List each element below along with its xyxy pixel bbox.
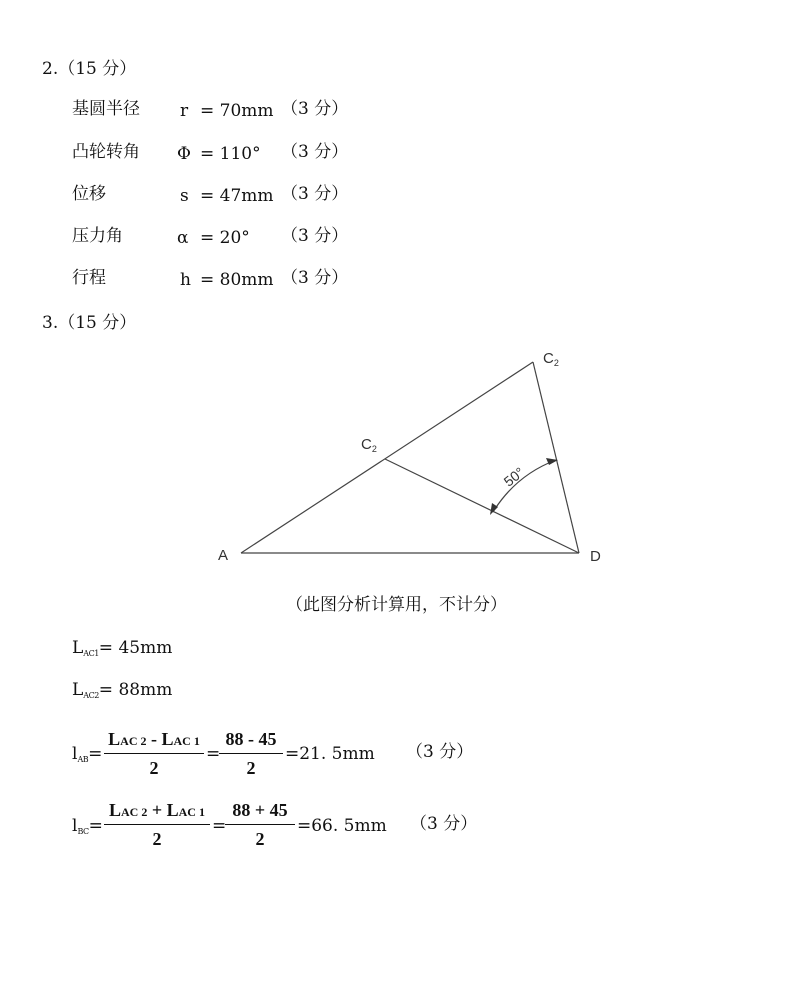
lbc-numerator-numeric: 88 + 45: [232, 800, 288, 820]
lbc-numerator: LAC 2 + LAC 1: [109, 800, 205, 820]
lac2-symbol: L: [72, 680, 84, 700]
angle-label: 50°: [500, 463, 528, 490]
lac2-subscript: AC2: [83, 691, 99, 700]
q2-row-name: 压力角: [72, 226, 123, 246]
q2-row-value: = 47mm: [200, 186, 274, 206]
fraction-bar: [104, 753, 204, 754]
q2-row-symbol: α: [177, 228, 189, 248]
lbc-fraction-symbolic: [104, 800, 210, 850]
q2-row-value: = 80mm: [200, 270, 274, 290]
lbc-equals: =: [212, 816, 227, 836]
angle-arc: [493, 460, 556, 512]
lab-fraction-numeric: [219, 729, 283, 779]
q2-row-name: 凸轮转角: [72, 142, 140, 162]
lab-denominator-numeric: 2: [246, 758, 256, 778]
lab-numerator: LAC 2 - LAC 1: [108, 729, 200, 749]
q2-row-value: = 20°: [200, 228, 250, 248]
lbc-denominator: 2: [152, 829, 162, 849]
q2-row-symbol: Φ: [177, 144, 191, 164]
q2-row-score: （3 分）: [281, 99, 349, 119]
line-c2-d: [533, 362, 579, 553]
point-c1-label: $C_2$: [361, 436, 377, 454]
q2-header: 2.（15 分）: [42, 59, 137, 79]
q2-row-score: （3 分）: [281, 226, 349, 246]
lbc-fraction-numeric: [225, 800, 295, 850]
q2-row-symbol: r: [180, 101, 189, 121]
q2-row-score: （3 分）: [281, 142, 349, 162]
point-d-label: D: [590, 548, 601, 565]
lbc-score: （3 分）: [410, 814, 478, 834]
lac2-line: [72, 682, 172, 699]
q2-row-symbol: h: [180, 270, 191, 290]
lab-numerator-numeric: 88 - 45: [225, 729, 277, 749]
lac2-value: = 88mm: [98, 680, 173, 700]
q2-row-symbol: s: [180, 186, 189, 206]
lab-equals: =: [206, 744, 221, 764]
q2-row-score: （3 分）: [281, 184, 349, 204]
point-c2-label: $C_2$: [543, 350, 559, 368]
lab-score: （3 分）: [406, 742, 474, 762]
q2-row-score: （3 分）: [281, 268, 349, 288]
q2-row-name: 位移: [72, 184, 106, 204]
lbc-symbol: lBC=: [72, 816, 103, 836]
lac1-subscript: AC1: [83, 649, 99, 658]
lbc-denominator-numeric: 2: [255, 829, 265, 849]
lab-fraction-symbolic: [104, 729, 204, 779]
q2-row-name: 基圆半径: [72, 99, 140, 119]
lab-symbol: lAB=: [72, 744, 103, 764]
lab-denominator: 2: [149, 758, 159, 778]
fraction-bar: [225, 824, 295, 825]
lac1-symbol: L: [72, 638, 84, 658]
fraction-bar: [104, 824, 210, 825]
line-a-c2: [241, 362, 533, 553]
point-a-label: A: [218, 547, 229, 564]
lac1-value: = 45mm: [98, 638, 173, 658]
lbc-result: =66. 5mm: [297, 816, 387, 836]
fraction-bar: [219, 753, 283, 754]
line-c1-d: [385, 459, 579, 553]
lac1-line: [72, 640, 172, 657]
q2-row-value: = 110°: [200, 144, 261, 164]
figure-caption: （此图分析计算用，不计分）: [286, 595, 507, 615]
q2-row-name: 行程: [72, 268, 106, 288]
lab-result: =21. 5mm: [285, 744, 375, 764]
q3-header: 3.（15 分）: [42, 313, 137, 333]
q2-row-value: = 70mm: [200, 101, 274, 121]
